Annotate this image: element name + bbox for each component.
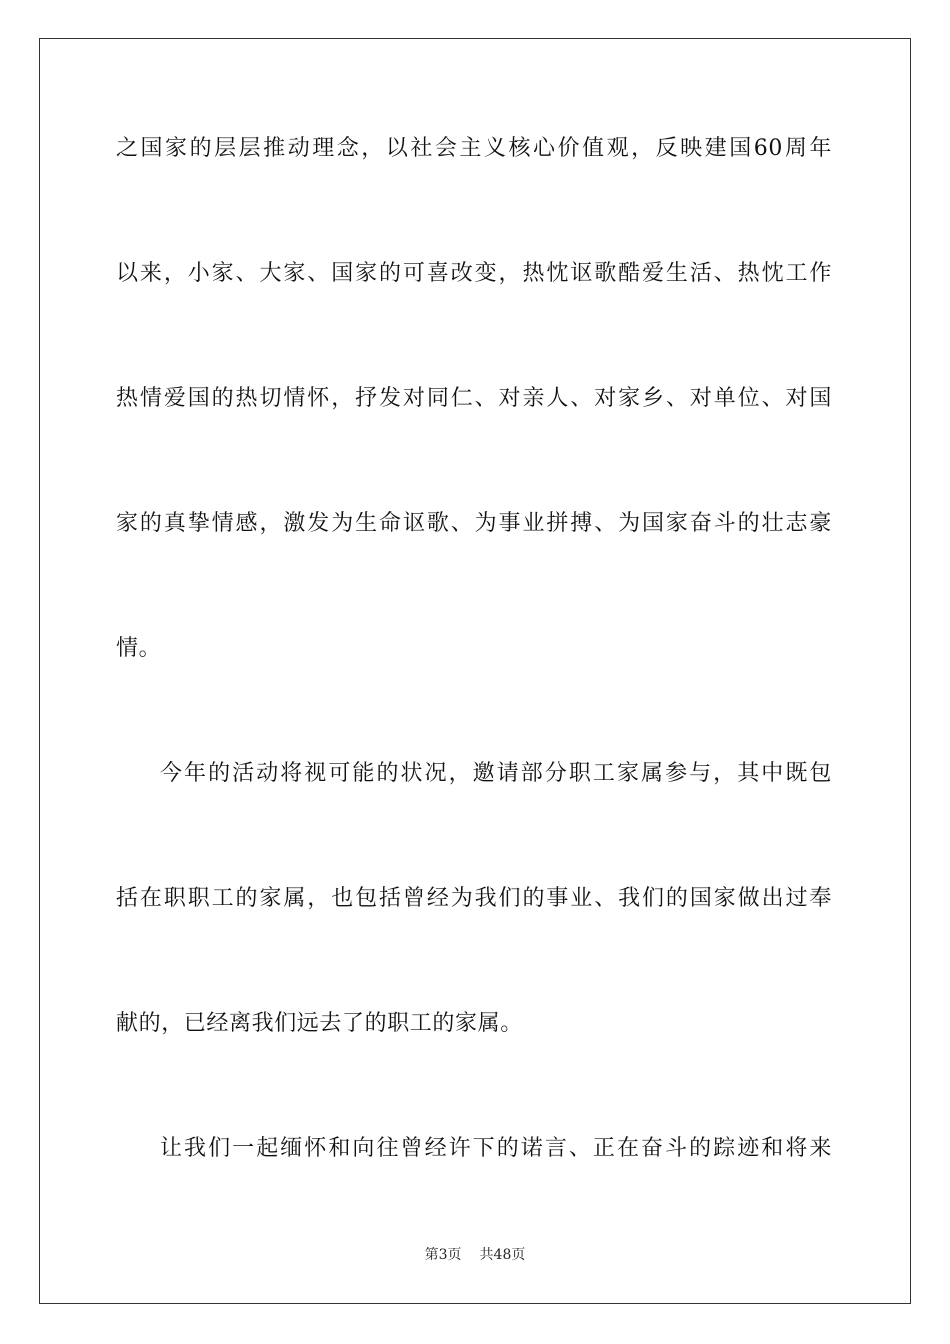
total-pages: 共48页 (479, 1247, 526, 1263)
body-line-4: 家的真挚情感，激发为生命讴歌、为事业拼搏、为国家奋斗的壮志豪 (116, 511, 832, 536)
page-footer (0, 1246, 950, 1264)
body-line-3: 热情爱国的热切情怀，抒发对同仁、对亲人、对家乡、对单位、对国 (116, 386, 832, 411)
page-number: 第3页 (424, 1247, 462, 1263)
body-line-8: 献的，已经离我们远去了的职工的家属。 (116, 1011, 523, 1036)
body-line-7: 括在职职工的家属，也包括曾经为我们的事业、我们的国家做出过奉 (116, 886, 832, 911)
body-line-1: 之国家的层层推动理念，以社会主义核心价值观，反映建国60周年 (116, 136, 832, 161)
body-line-9: 让我们一起缅怀和向往曾经许下的诺言、正在奋斗的踪迹和将来 (160, 1136, 832, 1161)
body-line-6: 今年的活动将视可能的状况，邀请部分职工家属参与，其中既包 (160, 761, 832, 786)
page-border (39, 38, 911, 1304)
body-line-2: 以来，小家、大家、国家的可喜改变，热忱讴歌酷爱生活、热忱工作 (116, 261, 832, 286)
body-line-5: 情。 (116, 636, 162, 661)
